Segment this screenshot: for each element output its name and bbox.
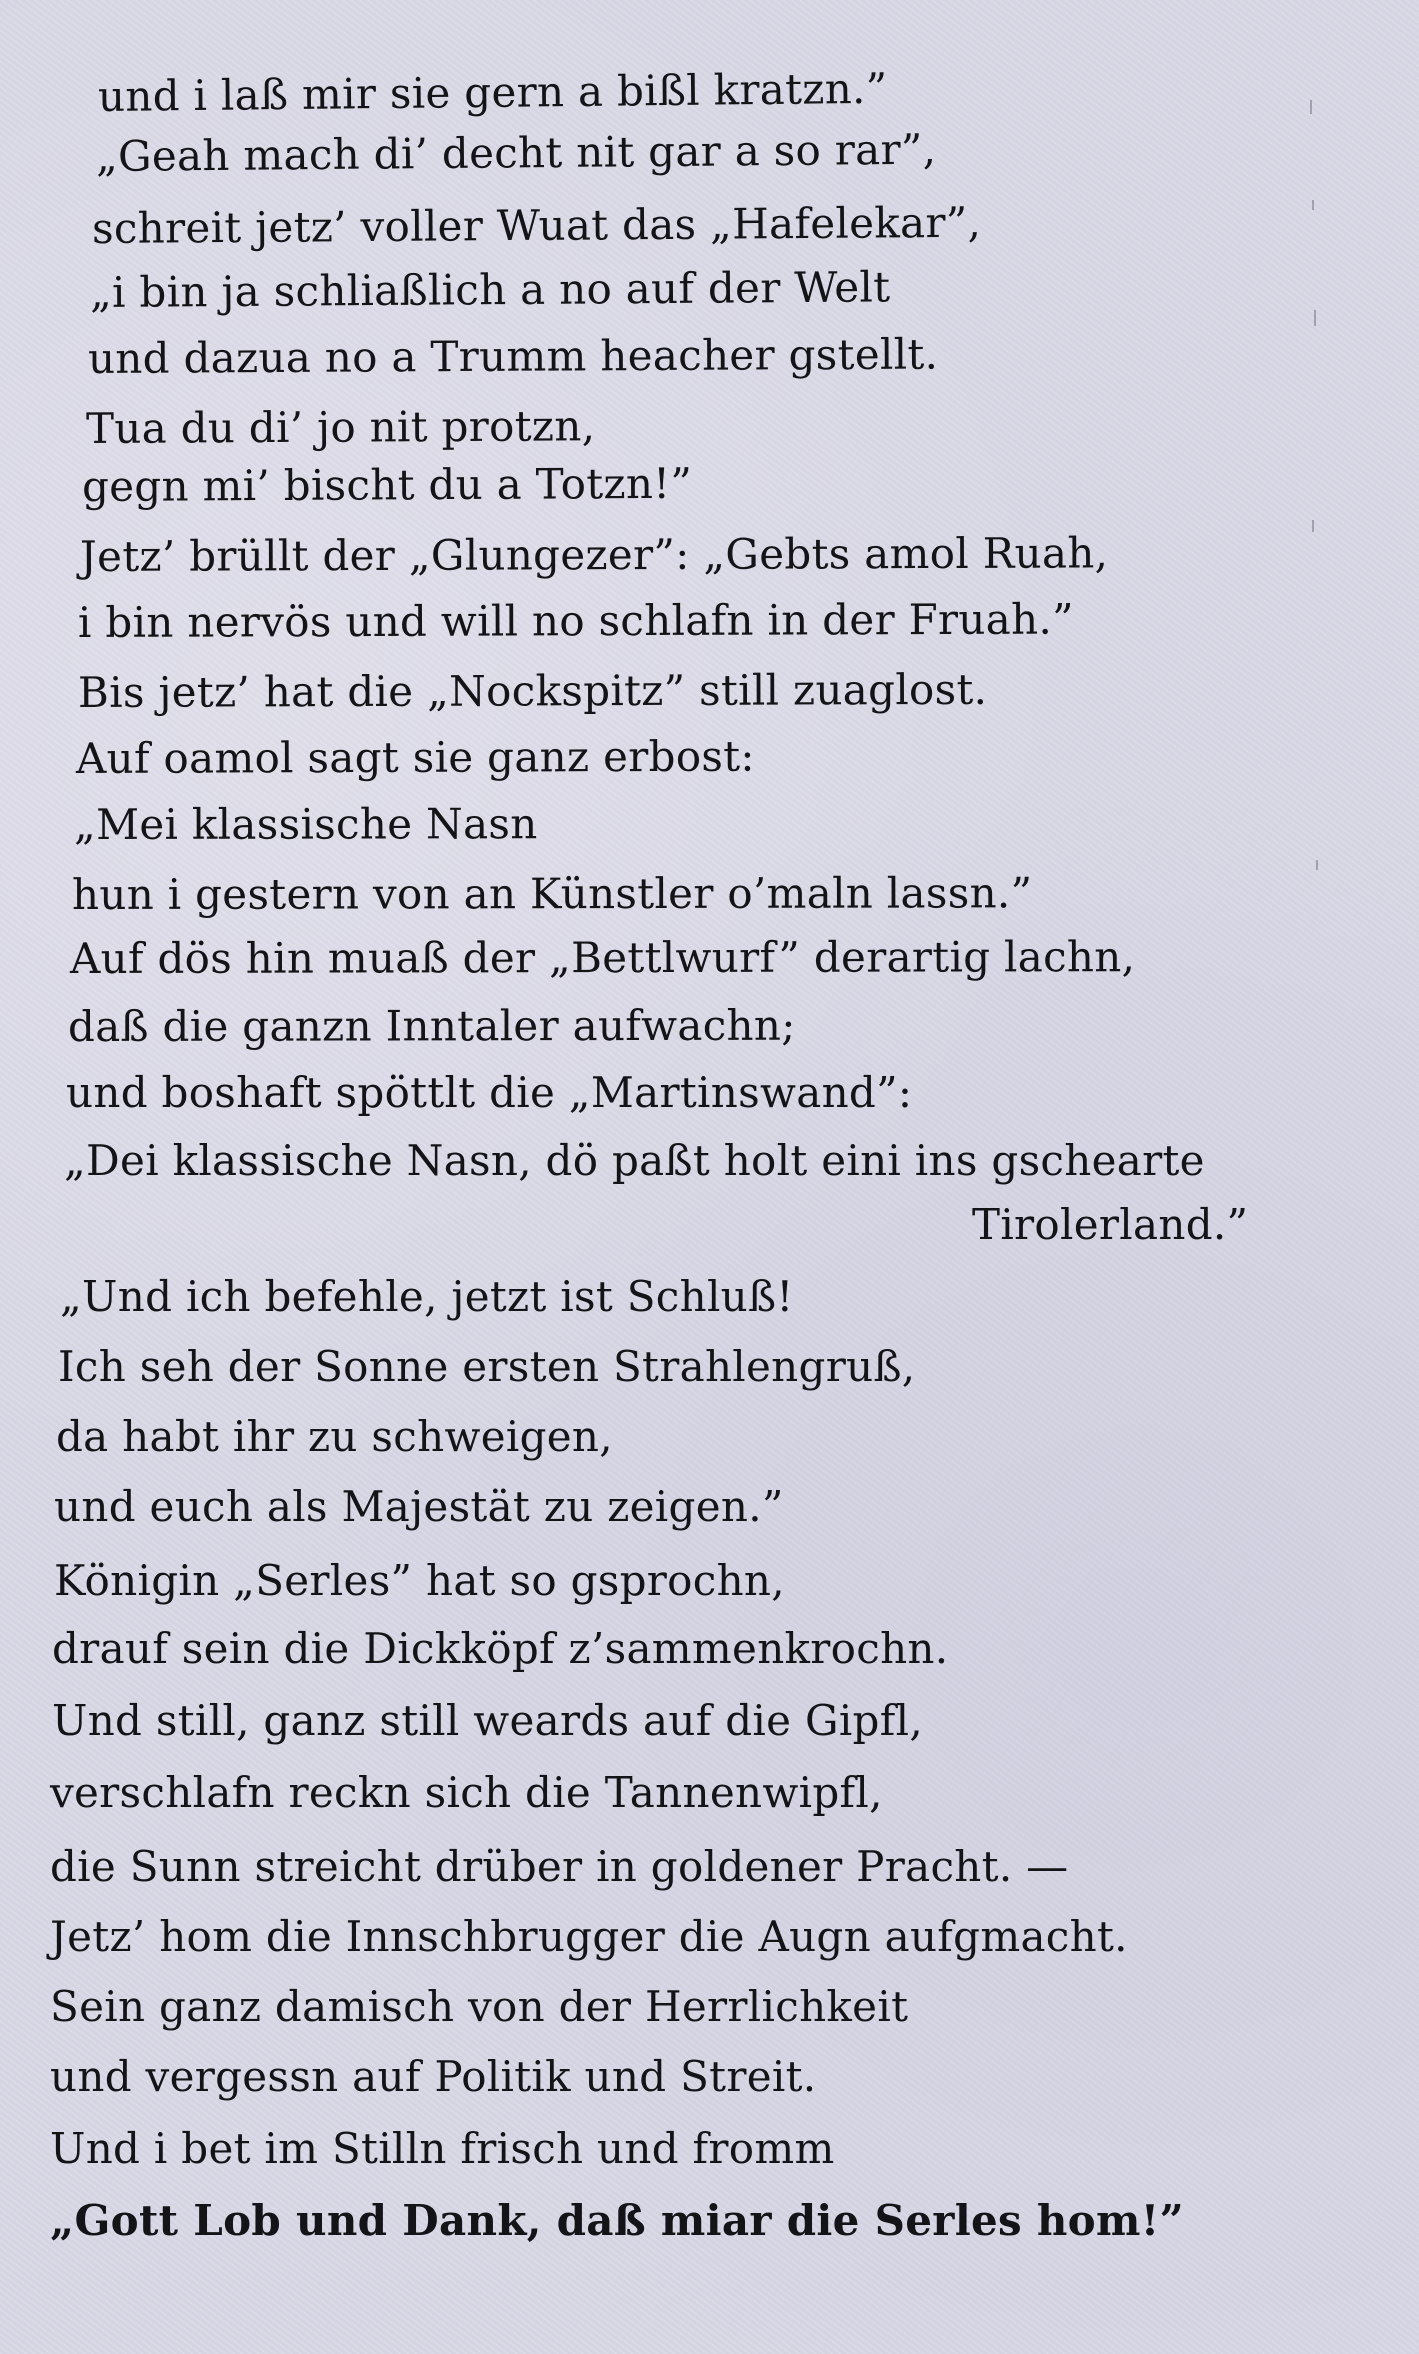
scan-artifact (1314, 310, 1316, 326)
poem-line: und i laß mir sie gern a bißl kratzn.” (97, 63, 888, 121)
poem-line: „Und ich befehle, jetzt ist Schluß! (60, 1272, 794, 1321)
poem-line: „Dei klassische Nasn, dö paßt holt eini ins gschearte (64, 1136, 1205, 1185)
poem-line: gegn mi’ bischt du a Totzn!” (81, 458, 693, 511)
poem-line: und boshaft spöttlt die „Martinswand”: (66, 1068, 913, 1117)
poem-line: Königin „Serles” hat so gsprochn, (54, 1556, 785, 1605)
poem-line: Jetz’ brüllt der „Glungezer”: „Gebts amol Ruah, (79, 528, 1109, 581)
poem-line: Auf dös hin muaß der „Bettlwurf” derartig lachn, (69, 932, 1136, 983)
poem-line: Und still, ganz still weards auf die Gipfl, (52, 1696, 923, 1745)
poem-line: Bis jetz’ hat die „Nockspitz” still zuaglost. (77, 664, 988, 717)
poem-line: drauf sein die Dickköpf z’sammenkrochn. (52, 1624, 949, 1673)
scan-artifact (1316, 860, 1318, 870)
poem-line: „i bin ja schliaßlich a no auf der Welt (89, 262, 891, 317)
poem-line: i bin nervös und will no schlafn in der Fruah.” (77, 594, 1074, 647)
poem-line: da habt ihr zu schweigen, (56, 1412, 613, 1461)
poem-line: daß die ganzn Inntaler aufwachn; (67, 1000, 796, 1051)
poem-line: Auf oamol sagt sie ganz erbost: (75, 731, 755, 783)
poem-line: „Geah mach di’ decht nit gar a so rar”, (95, 124, 937, 181)
poem-line-final: „Gott Lob und Dank, daß miar die Serles hom!” (50, 2196, 1184, 2245)
poem-line: Und i bet im Stilln frisch und fromm (50, 2124, 835, 2173)
poem-line: schreit jetz’ voller Wuat das „Hafelekar”, (91, 197, 982, 253)
poem-line: „Mei klassische Nasn (73, 799, 538, 849)
scan-artifact (1310, 100, 1312, 114)
poem-line: hun i gestern von an Künstler o’maln lassn.” (71, 868, 1033, 919)
poem-line: Tua du di’ jo nit protzn, (85, 401, 596, 453)
poem-line: und vergessn auf Politik und Streit. (50, 2052, 817, 2101)
poem-line: und euch als Majestät zu zeigen.” (54, 1482, 784, 1531)
poem-line: Ich seh der Sonne ersten Strahlengruß, (58, 1342, 916, 1391)
poem-line: die Sunn streicht drüber in goldener Pracht. — (50, 1842, 1069, 1891)
scan-artifact (1312, 200, 1314, 210)
poem-line: Sein ganz damisch von der Herrlichkeit (50, 1982, 909, 2031)
poem-line: Jetz’ hom die Innschbrugger die Augn aufgmacht. (50, 1912, 1128, 1961)
poem-line: und dazua no a Trumm heacher gstellt. (87, 329, 939, 383)
scan-artifact (1312, 520, 1314, 532)
poem-line: verschlafn reckn sich die Tannenwipfl, (50, 1768, 883, 1817)
poem-line-continuation: Tirolerland.” (972, 1200, 1249, 1249)
